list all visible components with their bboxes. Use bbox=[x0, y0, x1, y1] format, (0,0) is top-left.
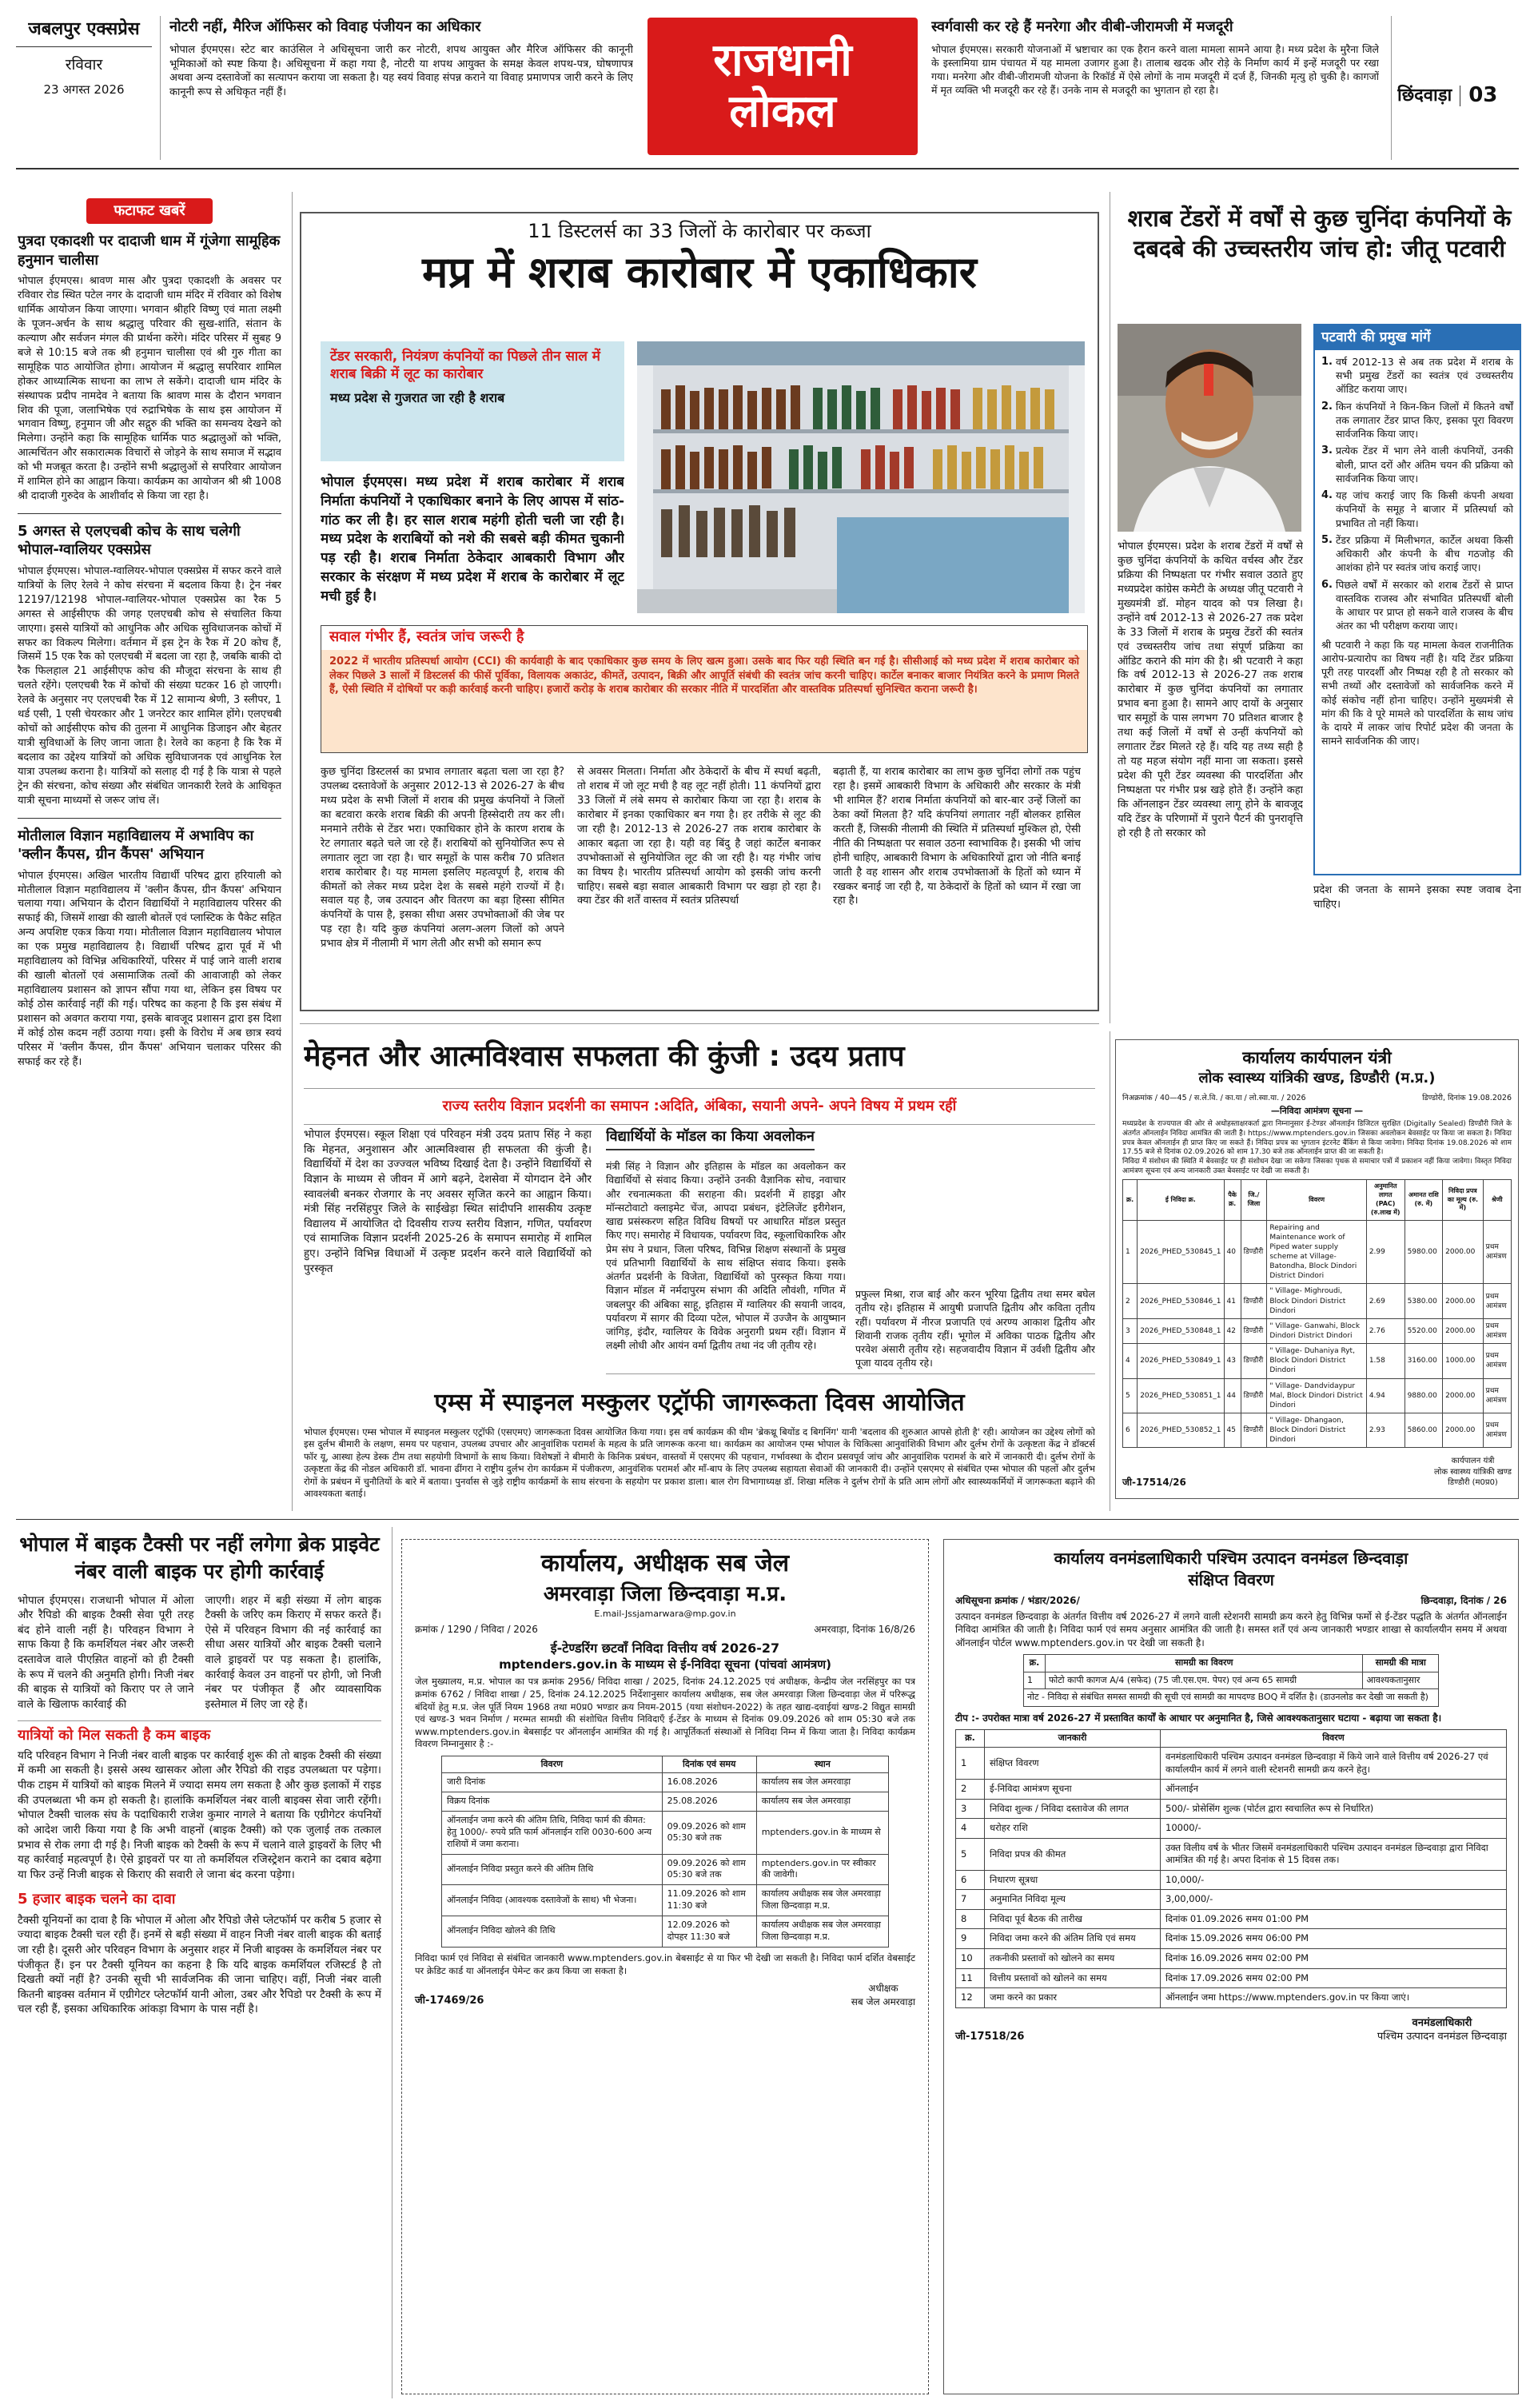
pwd-cell: 5980.00 bbox=[1405, 1220, 1443, 1284]
jail-cell: विक्रय दिनांक bbox=[442, 1792, 663, 1812]
aiims-story bbox=[304, 1387, 1095, 1507]
pwd-notice-label: —निविदा आमंत्रण सूचना — bbox=[1270, 1106, 1364, 1117]
jail-row bbox=[442, 1916, 889, 1948]
inquiry-box bbox=[321, 625, 1088, 753]
forest-row bbox=[956, 1909, 1507, 1929]
lead-col-2-text: से अवसर मिलता। निर्माता और ठेकेदारों के बीच में स्पर्धा बढ़ती, तो शराब में जो लूट मची है वह लूट नहीं होती। 11 कंपनियों द्वारा 33 जिलों में लंबे समय से कारोबार किया जा रहा है। शराब के कारोबार में इनका एकाधिकार बन गया है। हर तरीके से लूट की जा रही है। 2012-13 से 2026-27 तक शराब कारोबार के आकार बढ़ता जा रहा है। यही वह बिंदु है जहां कार्टेल बनाकर उपभोक्ताओं से सुनियोजित लूट की जा रही है। यह गंभीर जांच का विषय है। भारतीय प्रतिस्पर्धा आयोग को इसकी जांच करनी चाहिए। सबसे बड़ा सवाल आबकारी विभाग पर खड़ा हो रहा है। क्या टेंडर की शर्तें वास्तव में स्वतंत्र प्रतिस्पर्धा bbox=[577, 766, 821, 907]
forest-small-td: फोटो कापी कागज A/4 (सफेद) (75 जी.एस.एम. पेपर) एवं अन्य 65 सामग्री bbox=[1045, 1672, 1363, 1689]
jail-heading-2: mptenders.gov.in के माध्यम से ई-निविदा सूचना (पांचवां आमंत्रण) bbox=[499, 1657, 831, 1672]
forest-cell: 2 bbox=[956, 1780, 985, 1800]
forest-cell: 500/- प्रोसेसिंग शुल्क (पोर्टल द्वारा स्वचालित रूप से निर्धारित) bbox=[1161, 1799, 1507, 1819]
forest-row bbox=[956, 1799, 1507, 1819]
demand-4: यह जांच कराई जाए कि किसी कंपनी अथवा कंपनियों के समूह ने बाजार में प्रतिस्पर्धा को प्रभावित तो नहीं किया। bbox=[1335, 489, 1513, 529]
jail-row bbox=[442, 1792, 889, 1812]
page-info bbox=[1397, 80, 1525, 112]
jail-cell: कार्यालय सब जेल अमरवाड़ा bbox=[756, 1792, 888, 1812]
forest-row bbox=[956, 1819, 1507, 1839]
jail-row bbox=[442, 1773, 889, 1792]
jail-cell: 09.09.2026 को शाम 05:30 बजे तक bbox=[662, 1812, 756, 1855]
pwd-cell: 3 bbox=[1123, 1318, 1138, 1343]
top-right-text: भोपाल ईएमएस। सरकारी योजनाओं में भ्रष्टाचार का एक हैरान करने वाला मामला सामने आया है। मध्य प्रदेश के मुरैना जिले के इस्लामिया ग्राम पंचायत में यह मामला उजागर हुआ है। तालाब खदक और रोड़े के निर्माण कार्य में इन्हें मजदूरी पर रखा गया। मनरेगा और वीबी-जीरामजी योजना के रिकॉर्ड में ऐसे लोगों के नाम मजदूरी में दर्ज हैं, जिनकी मृत्यु हो चुकी है। कागजों में मृत व्यक्ति भी मजदूरी कर रहे हैं। उनके नाम से मजदूरी का भुगतान हो रहा है। bbox=[931, 43, 1379, 96]
pwd-cell: 2026_PHED_530849_1 bbox=[1138, 1344, 1224, 1378]
jail-cell: 09.09.2026 को शाम 05:30 बजे तक bbox=[662, 1854, 756, 1885]
pwd-cell: Repairing and Maintenance work of Piped water supply scheme at Village- Batondha, Block Dindori District Dindori bbox=[1267, 1220, 1366, 1284]
uday-col-1-text: भोपाल ईएमएस। स्कूल शिक्षा एवं परिवहन मंत्री उदय प्रताप सिंह ने कहा कि मेहनत, अनुशासन और आत्मविश्वास ही सफलता की कुंजी है। विद्यार्थियों में देश का उज्ज्वल भविष्य दिखाई देता है। उन्होंने विद्यार्थियों से विज्ञान के माध्यम से जीवन में आगे बढ़ने, देशसेवा में योगदान देने और स्वावलंबी बनकर रोजगार के नए अवसर सृजित करने का आह्वान किया। मंत्री सिंह नरसिंहपुर जिले के साईखेड़ा स्थित सांदीपनि शासकीय उत्कृष्ट विद्यालय में आयोजित दो दिवसीय राज्य स्तरीय विज्ञान, गणित, पर्यावरण एवं सामाजिक विज्ञान प्रदर्शनी 2025-26 के समापन समारोह में शामिल हुए। उन्होंने विभिन्न विधाओं में उत्कृष्ट प्रदर्शन करने वाले विद्यार्थियों को पुरस्कृत bbox=[304, 1128, 592, 1275]
jail-cell: 25.08.2026 bbox=[662, 1792, 756, 1812]
patwari-col-2-text: प्रदेश की जनता के सामने इसका स्पष्ट जवाब देना चाहिए। bbox=[1313, 884, 1521, 911]
bike-col-1: भोपाल ईएमएस। राजधानी भोपाल में ओला और रैपिडो की बाइक टैक्सी सेवा पूरी तरह बंद होने वाली नहीं है। परिवहन विभाग ने साफ किया है कि कमर्शियल नंबर और जरूरी दस्तावेज वाले पीएस़ित वाहनों को ही टैक्सी के रूप में चलने की अनुमति होगी। निजी नंबर की बाइक से यात्रियों को किराए पर ले जाने वाले के खिलाफ कार्रवाई की bbox=[18, 1593, 194, 1711]
forest-cell: अनुमानित निविदा मूल्य bbox=[985, 1890, 1161, 1910]
jail-email: E.mail-Jssjamarwara@mp.gov.in bbox=[594, 1608, 736, 1619]
fatafat-label: फटाफट खबरें bbox=[86, 198, 212, 224]
forest-ref: अधिसूचना क्रमांक / भंडार/2026/ bbox=[955, 1595, 1080, 1606]
pwd-code: जी-17514/26 bbox=[1122, 1476, 1186, 1488]
forest-sign-2: पश्चिम उत्पादन वनमंडल छिन्दवाड़ा bbox=[1377, 2031, 1507, 2043]
lead-col-1-text: कुछ चुनिंदा डिस्टलर्स का प्रभाव लगातार बढ़ता चला जा रहा है? उपलब्ध दस्तावेजों के अनुसार 2012-13 से 2026-27 के बीच मध्य प्रदेश के सभी जिलों में शराब की प्रमुख कंपनियों ने जिलों का बटवारा करके शराब बिक्री की अपनी हिस्सेदारी तय कर ली। मनमाने तरीके से टेंडर भरा। एकाधिकार होने के कारण शराब के रेट लगातार बढ़ते चले जा रहे हैं। शराबियों को सुनियोजित रूप से लगातार लूटा जा रहा है। चार समूहों के पास करीब 70 प्रतिशत शराब कारोबार है। यह मामला इसलिए महत्वपूर्ण है, शराब की कीमतों को लेकर मध्य प्रदेश देश के सबसे महंगे राज्यों में है। सवाल यह है, जब उत्पादन और वितरण का बड़ा हिस्सा सीमित कंपनियों के पास है, इसका सीधा असर उपभोक्ताओं की जेब पर पड़ रहा है। यदि कुछ कंपनियां अलग-अलग जिलों को अपने प्रभाव क्षेत्र में नीलामी में भाग लेती और सभी को समान रूप bbox=[321, 766, 564, 951]
fatafat-item-3-text: भोपाल ईएमएस। अखिल भारतीय विद्यार्थी परिषद द्वारा हरियाली को मोतीलाल विज्ञान महाविद्यालय में 'क्लीन कैंपस, ग्रीन कैंपस' अभियान चलाया गया। अभियान के दौरान विद्यार्थियों ने महाविद्यालय परिसर की सफाई की, जिसमें शाखा की खाली बोतलें एवं प्लास्टिक के पैकेट सहित अन्य अपशिष्ट एकत्र किया गया। मोतीलाल विज्ञान महाविद्यालय भोपाल का एक प्रमुख महाविद्यालय है। विद्यार्थी परिषद द्वारा पूर्व में भी महाविद्यालय को विभिन्न अधिकारियों, परिसर में पाई जाने वाली शराब की खाली बोतलों एवं असामाजिक तत्वों की आवाजाही को लेकर महाविद्यालय प्रशासन को ज्ञापन सौंपा गया था, लेकिन इस विषय पर कोई ठोस कार्रवाई नहीं की गई। परिषद का कहना है कि इस संबंध में प्रशासन को अवगत कराया गया, इसके बावजूद प्रशासन द्वारा इस दिशा में कोई ठोस कदम नहीं उठाया गया। इसी के विरोध में अब छात्र स्वयं परिसर में 'क्लीन कैंपस, ग्रीन कैंपस' अभियान चलाकर परिसर की सफाई कर रहे हैं। bbox=[18, 869, 281, 1068]
pwd-ref-date: डिण्डोरी, दिनांक 19.08.2026 bbox=[1422, 1093, 1512, 1102]
pwd-th: जि./ जिला bbox=[1241, 1180, 1267, 1220]
jail-cell: ऑनलाईन निविदा खोलने की तिथि bbox=[442, 1916, 663, 1948]
uday-deck: राज्य स्तरीय विज्ञान प्रदर्शनी का समापन :अदिति, अंबिका, सयानी अपने- अपने विषय में प्रथम रहीं bbox=[304, 1088, 1095, 1125]
pwd-sign-1: कार्यपालन यंत्री bbox=[1451, 1457, 1495, 1466]
bike-col-2: जाएगी। शहर में बड़ी संख्या में लोग बाइक टैक्सी के जरिए कम किराए में सफर करते हैं। ऐसे में परिवहन विभाग की नई कार्रवाई का सीधा असर यात्रियों और बाइक टैक्सी चलाने वाले ड्राइवरों पर पड़ सकता है। हालांकि, कार्रवाई केवल उन वाहनों पर होगी, जो निजी नंबर पर पंजीकृत हैं और व्यावसायिक इस्तेमाल में लिए जा रहे हैं। bbox=[205, 1593, 381, 1711]
inquiry-box-title: सवाल गंभीर हैं, स्वतंत्र जांच जरूरी है bbox=[321, 626, 532, 648]
pwd-cell: " Village- Dandvidaypur Mal, Block Dindori District Dindori bbox=[1267, 1378, 1366, 1413]
aiims-headline: एम्स में स्पाइनल मस्कुलर एट्रॉफी जागरूकता दिवस आयोजित bbox=[434, 1389, 965, 1417]
pwd-cell: 4.94 bbox=[1366, 1378, 1405, 1413]
jail-title-2: अमरवाड़ा जिला छिन्दवाड़ा म.प्र. bbox=[543, 1581, 787, 1606]
jail-foot: निविदा फार्म एवं निविदा से संबंधित जानकारी www.mptenders.gov.in बेबसाईट से या फिर भी देखी जा सकती है। निविदा फार्म दर्शित वेबसाईट पर क्रेडिट कार्ड या ऑनलाईन पेमेन्ट कर क्रय किया जा सकता है। bbox=[415, 1952, 915, 1976]
forest-cell: वनमंडलाधिकारी पश्चिम उत्पादन वनमंडल छिन्दवाड़ा में किये जाने वाले वित्तीय वर्ष 2026-27 एवं कार्यालयीन कार्य में लगने वाली स्टेशनरी सामग्री क्रय करने हेतु। bbox=[1161, 1748, 1507, 1780]
forest-cell: 9 bbox=[956, 1929, 985, 1949]
demands-box: पटवारी की प्रमुख मांगें 1. वर्ष 2012-13 से अब तक प्रदेश में शराब के सभी प्रमुख टेंडरों का स्वतंत्र एवं उच्चस्तरीय ऑडिट कराया जाए। 2. किन कंपनियों ने किन-किन जिलों में कितने वर्षों तक लगातार टेंडर प्राप्त किए, इसका पूरा विवरण सार्वजनिक किया जाए। 3. प्रत्येक टेंडर में भाग लेने वाली कंपनियों, उनकी बोली, प्राप्त दरों और अंतिम चयन की प्रक्रिया को सार्वजनिक किया जाए। 4. यह जांच कराई जाए कि किसी कंपनी अथवा कंपनियों के समूह ने बाजार में प्रतिस्पर्धा को प्रभावित तो नहीं किया। 5. टेंडर प्रक्रिया में मिलीभगत, कार्टेल अथवा किसी अधिकारी और कंपनी के बीच गठजोड़ की आशंका होने पर स्वतंत्र जांच कराई जाए। 6. पिछले वर्षों में सरकार को शराब टेंडरों से प्राप्त वास्तविक राजस्व और संभावित प्रतिस्पर्धी बोली के आधार पर प्राप्त हो सकने वाले राजस्व के बीच अंतर का भी परीक्षण कराया जाए। श्री पटवारी ने कहा कि यह मामला केवल राजनीतिक आरोप-प्रत्यारोप का विषय नहीं है। यदि टेंडर प्रक्रिया पूरी तरह पारदर्शी और निष्पक्ष रही है तो सरकार को सभी तथ्यों और दस्तावेजों को सार्वजनिक करने में कोई संकोच नहीं होना चाहिए। उन्होंने मुख्यमंत्री से मांग की कि वे पूरे मामले को पारदर्शिता के साथ जांच के दायरे में लाकर जांच रिपोर्ट प्रदेश की जनता के सामने सार्वजनिक की जाए। bbox=[1313, 324, 1521, 875]
patwari-portrait bbox=[1118, 324, 1301, 532]
pwd-row bbox=[1123, 1378, 1512, 1413]
forest-cell: 11 bbox=[956, 1968, 985, 1988]
jail-th: स्थान bbox=[756, 1756, 888, 1773]
pwd-cell: प्रथम आमंत्रण bbox=[1483, 1413, 1511, 1448]
pwd-cell: 41 bbox=[1224, 1284, 1241, 1318]
forest-row bbox=[956, 1870, 1507, 1890]
fatafat-item-1-text: भोपाल ईएमएस। श्रावण मास और पुत्रदा एकादशी के अवसर पर रविवार रोड स्थित पटेल नगर के दादाजी धाम मंदिर में रविवार को विशेष धार्मिक आयोजन किया जाएगा। भगवान श्रीहरि विष्णु एवं माता लक्ष्मी के पूजन-अर्चन के साथ श्रद्धालु परिवार की सुख-शांति, संतान के कल्याण और सर्वजन मंगल की प्रार्थना करेंगे। मंदिर परिसर में सुबह 9 बजे से 10:15 बजे तक श्री हनुमान चालीसा एवं श्री गुरु गीता का सामूहिक पाठ आयोजित होगा। आयोजन में श्रद्धालु सपरिवार शामिल होकर आध्यात्मिक साधना का लाभ ले सकेंगे। दादाजी धाम मंदिर के संस्थापक प्रदीप नामदेव ने बताया कि श्रावण मास के दौरान भगवान शिव की पूजा, जलाभिषेक एवं रुद्राभिषेक के साथ इस आयोजन में भगवान विष्णु, हनुमान जी और सद्गुरु की भक्ति का समन्वय देखने को मिलेगा। उन्होंने कहा कि सामूहिक धार्मिक पाठ श्रद्धालुओं को भक्ति, आत्मचिंतन और सकारात्मक विचारों से जोड़ने के साथ समाज में सद्भाव को भी मजबूत करता है। उन्होंने सभी श्रद्धालुओं से सपरिवार आयोजन में शामिल होने का आह्वान किया। कार्यक्रम का आयोजन श्री श्री 1008 श्री दादाजी गुरुदेव के आशीर्वाद से किया जा रहा है। bbox=[18, 275, 281, 503]
pwd-title-1: कार्यालय कार्यपालन यंत्री bbox=[1242, 1048, 1392, 1067]
pwd-body: मध्यप्रदेश के राज्यपाल की ओर से अधोहस्ताक्षरकर्ता द्वारा निम्नानुसार ई-टेण्डर ऑनलाईन डिजिटल सुरक्षित (Digitally Sealed) डिण्डौरी जिले के अंतर्गत ऑनलाईन निविदा आमंत्रित की जाती है। https://www.mptenders.gov.in जिसका अवलोकन बेवसाईट पर किया जा सकता है। निविदा प्रपत्र केवल ऑनलाईन ही प्राप्त किए जा सकते हैं। निविदा प्रपत्र का भुगतान इंटरनेट बैंकिंग से किया जावेगा। निविदा दिनांक 19.08.2026 को शाम 17.55 बजे से दिनांक 02.09.2026 को शाम 17.30 बजे तक ऑनलाईन प्राप्त की जा सकती है। bbox=[1122, 1120, 1512, 1157]
demand-5: टेंडर प्रक्रिया में मिलीभगत, कार्टेल अथवा किसी अधिकारी और कंपनी के बीच गठजोड़ की आशंका होने पर स्वतंत्र जांच कराई जाए। bbox=[1335, 533, 1513, 574]
pwd-cell: डिण्डौरी bbox=[1241, 1284, 1267, 1318]
forest-row bbox=[956, 1780, 1507, 1800]
demand-1: वर्ष 2012-13 से अब तक प्रदेश में शराब के सभी प्रमुख टेंडरों का स्वतंत्र एवं उच्चस्तरीय ऑडिट कराया जाए। bbox=[1335, 355, 1513, 396]
forest-cell: 1 bbox=[956, 1748, 985, 1780]
pwd-cell: 9880.00 bbox=[1405, 1378, 1443, 1413]
forest-cell: वित्तीय प्रस्तावों को खोलने का समय bbox=[985, 1968, 1161, 1988]
jail-row bbox=[442, 1885, 889, 1916]
top-right-headline: स्वर्गवासी कर रहे हैं मनरेगा और वीबी-जीरामजी में मजदूरी bbox=[931, 18, 1233, 35]
pwd-table bbox=[1122, 1179, 1512, 1448]
pwd-row bbox=[1123, 1318, 1512, 1343]
forest-cell: दिनांक 15.09.2026 समय 06:00 PM bbox=[1161, 1929, 1507, 1949]
bike-subhead-1: यात्रियों को मिल सकती है कम बाइक bbox=[18, 1720, 381, 1745]
pwd-cell: 2026_PHED_530845_1 bbox=[1138, 1220, 1224, 1284]
forest-cell: दिनांक 17.09.2026 समय 02:00 PM bbox=[1161, 1968, 1507, 1988]
forest-cell: निविदा प्रपत्र की कीमत bbox=[985, 1838, 1161, 1870]
fatafat-item-2-text: भोपाल ईएमएस। भोपाल-ग्वालियर-भोपाल एक्सप्रेस में सफर करने वाले यात्रियों के लिए रेलवे ने कोच संरचना में बदलाव किया है। ट्रेन नंबर 12197/12198 भोपाल-ग्वालियर-भोपाल एक्सप्रेस का रैक 5 अगस्त से आईसीएफ की जगह एलएचबी कोच से संचालित किया जाएगा। इससे यात्रियों को आधुनिक और अधिक सुविधाजनक कोचों में सफर का विकल्प मिलेगा। वर्तमान में इस ट्रेन के रैक में 20 कोच हैं, जिसमें 15 एक रैक को एलएचबी में बदला जा रहा है, जबकि बाकी दो रैक फिलहाल 21 आईसीएफ कोच की मौजूदा संरचना के साथ ही चलते रहेंगे। एलएचबी रैक में कोचों की संख्या घटकर 16 हो जाएगी। रेलवे के अनुसार नए एलएचबी रैक में 12 सामान्य श्रेणी, 3 स्लीपर, 1 थर्ड एसी, 1 एसी चेयरकार और 1 जनरेटर कार शामिल होंगे। एलएचबी कोचों को आईसीएफ कोच की तुलना में आधुनिक डिजाइन और बेहतर यात्री सुविधाओं के लिए जाना जाता है। रेलवे का कहना है कि रैक में बदलाव का उद्देश्य यात्रियों को अधिक सुविधाजनक एवं आधुनिक रेल यात्रा उपलब्ध कराना है। यात्रियों को सलाह दी गई है कि यात्रा से पहले ट्रेन की संरचना, कोच संख्या और संबंधित जानकारी रेलवे के आधिकृत यात्री सूचना माध्यमों से जरूर जांच लें। bbox=[18, 564, 281, 807]
pwd-cell: डिण्डौरी bbox=[1241, 1344, 1267, 1378]
forest-small-note: नोट - निविदा से संबंधित समस्त सामग्री की सूची एवं सामग्री का मापदण्ड BOQ में दर्शित है। (डाउनलोड कर देखी जा सकती है) bbox=[1024, 1689, 1439, 1707]
jail-cell: 12.09.2026 को दोपहर 11:30 बजे bbox=[662, 1916, 756, 1948]
patwari-photo bbox=[1118, 324, 1301, 532]
forest-cell: निविदा पूर्व बैठक की तारीख bbox=[985, 1909, 1161, 1929]
pwd-cell: 2026_PHED_530852_1 bbox=[1138, 1413, 1224, 1448]
forest-sign-1: वनमंडलाधिकारी bbox=[1412, 2016, 1472, 2029]
lead-intro: भोपाल ईएमएस। मध्य प्रदेश में शराब कारोबार में शराब निर्माता कंपनियों ने एकाधिकार बनाने के लिए आपस में सांठ- गांठ कर ली है। हर साल शराब महंगी होती चली जा रही है। मध्य प्रदेश के शराबियों को नशे की सबसे बड़ी कीमत चुकानी पड़ रही है। शराब निर्माता ठेकेदार आबकारी विभाग और सरकार के संरक्षण में मध्य प्रदेश में शराब के कारोबार में लूट मची हुई है। bbox=[321, 474, 624, 604]
forest-cell: जमा करने का प्रकार bbox=[985, 1988, 1161, 2008]
fatafat-column bbox=[18, 198, 281, 1513]
pwd-cell: डिण्डौरी bbox=[1241, 1413, 1267, 1448]
pwd-ref: निअक्रमांक / 40—45 / स.ले.वि. / का.या / लो.स्वा.या. / 2026 bbox=[1122, 1093, 1306, 1102]
pwd-th: अमानत राशि (रु. में) bbox=[1405, 1180, 1443, 1220]
pwd-cell: 2026_PHED_530848_1 bbox=[1138, 1318, 1224, 1343]
forest-th: क्र. bbox=[956, 1730, 985, 1748]
uday-col-2 bbox=[606, 1159, 846, 1375]
jail-sign-1: अधीक्षक bbox=[868, 1983, 898, 1995]
jail-cell: 16.08.2026 bbox=[662, 1773, 756, 1792]
section-title: राजधानी लोकल bbox=[713, 34, 852, 138]
patwari-col-2 bbox=[1313, 883, 1521, 1011]
uday-col-1 bbox=[304, 1127, 592, 1367]
pwd-cell: 42 bbox=[1224, 1318, 1241, 1343]
forest-small-td: 1 bbox=[1024, 1672, 1046, 1689]
jail-cell: 11.09.2026 को शाम 11:30 बजे bbox=[662, 1885, 756, 1916]
pwd-cell: डिण्डौरी bbox=[1241, 1220, 1267, 1284]
pwd-cell: 1000.00 bbox=[1443, 1344, 1484, 1378]
pwd-row bbox=[1123, 1344, 1512, 1378]
patwari-col-1-text: भोपाल ईएमएस। प्रदेश के शराब टेंडरों में वर्षों से कुछ चुनिंदा कंपनियों के कथित वर्चस्व और टेंडर प्रक्रिया की निष्पक्षता पर गंभीर सवाल उठाते हुए मध्यप्रदेश कांग्रेस कमेटी के अध्यक्ष जीतू पटवारी ने मुख्यमंत्री डॉ. मोहन यादव को पत्र लिखा है। उन्होंने वर्ष 2012-13 से 2026-27 तक प्रदेश के 33 जिलों में शराब के प्रमुख टेंडरों की स्वतंत्र एवं उच्चस्तरीय जांच तथा संपूर्ण प्रक्रिया का ऑडिट कराने की मांग की है। श्री पटवारी ने कहा कि वर्ष 2012-13 से 2026-27 तक शराब कारोबार में कुछ चुनिंदा कंपनियों का लगातार प्रभाव बना हुआ है। सामने आए दायों के अनुसार चार समूहों के पास लगभग 70 प्रतिशत बाजार है तथा कई जिलों में वर्षों से उन्हीं कंपनियों को लगातार टेंडर मिलते रहे हैं। यदि यह तथ्य सही है तो यह महज संयोग नहीं माना जा सकता। इससे प्रदेश की पूरी टेंडर व्यवस्था की पारदर्शिता और निष्पक्षता पर गंभीर प्रश्न खड़े होते हैं। उन्होंने कहा कि ऑनलाइन टेंडर व्यवस्था लागू होने के बावजूद यदि टेंडर के परिणामों में पुराने पैटर्न की पुनरावृत्ति हो रही है तो सरकार को bbox=[1118, 540, 1303, 839]
forest-body: उत्पादन वनमंडल छिन्दवाड़ा के अंतर्गत वित्तीय वर्ष 2026-27 में लगने वाली स्टेशनरी सामग्री क्रय करने हेतु विभिन्न फर्मो से ई-टेंडर पद्धति के अंतर्गत ऑनलाईन निविदा आमंत्रित की जाती है। निविदा फार्म एवं समय अनुसार आमंत्रित की जाती है। समस्त शर्तें एवं अन्य जानकारी भण्डार शाखा से कार्यालयीन समय में अथवा ऑनलाईन पोर्टल www.mptenders.gov.in पर देखी जा सकती है। bbox=[955, 1611, 1507, 1649]
paper-name: जबलपुर एक्सप्रेस bbox=[16, 18, 152, 47]
section-banner bbox=[647, 18, 918, 155]
forest-cell: निधारण सूत्रधा bbox=[985, 1870, 1161, 1890]
pwd-cell: 5 bbox=[1123, 1378, 1138, 1413]
pwd-cell: 1.58 bbox=[1366, 1344, 1405, 1378]
forest-row bbox=[956, 1890, 1507, 1910]
forest-cell: 10,000/- bbox=[1161, 1870, 1507, 1890]
pwd-cell: 40 bbox=[1224, 1220, 1241, 1284]
jail-cell: कार्यालय अधीक्षक सब जेल अमरवाड़ा जिला छिन्दवाड़ा म.प्र. bbox=[756, 1916, 888, 1948]
forest-cell: ई-निविदा आमंत्रण सूचना bbox=[985, 1780, 1161, 1800]
top-right-story bbox=[931, 18, 1379, 155]
pwd-th: श्रेणी bbox=[1483, 1180, 1511, 1220]
fatafat-item-1-headline: पुत्रदा एकादशी पर दादाजी धाम में गूंजेगा सामूहिक हनुमान चालीसा bbox=[18, 233, 281, 269]
pwd-cell: 2 bbox=[1123, 1284, 1138, 1318]
forest-small-th: सामग्री की मात्रा bbox=[1363, 1654, 1439, 1672]
jail-cell: mptenders.gov.in पर स्वीकार की जावेगी। bbox=[756, 1854, 888, 1885]
lead-deck-2: मध्य प्रदेश से गुजरात जा रही है शराब bbox=[330, 390, 505, 406]
forest-cell: 12 bbox=[956, 1988, 985, 2008]
uday-col-3 bbox=[855, 1287, 1095, 1383]
pwd-cell: 1 bbox=[1123, 1220, 1138, 1284]
forest-cell: 6 bbox=[956, 1870, 985, 1890]
pwd-th: क्र. bbox=[1123, 1180, 1138, 1220]
pwd-cell: प्रथम आमंत्रण bbox=[1483, 1220, 1511, 1284]
page-number: 03 bbox=[1468, 83, 1498, 108]
patwari-col-1 bbox=[1118, 540, 1303, 1011]
demand-2: किन कंपनियों ने किन-किन जिलों में कितने वर्षों तक लगातार टेंडर प्राप्त किए, इसका पूरा विवरण सार्वजनिक किया जाए। bbox=[1335, 400, 1513, 441]
forest-small-td: आवश्यकतानुसार bbox=[1363, 1672, 1439, 1689]
lead-col-1 bbox=[321, 765, 564, 1005]
pwd-cell: 6 bbox=[1123, 1413, 1138, 1448]
pwd-cell: 2.69 bbox=[1366, 1284, 1405, 1318]
pwd-cell: " Village- Ganwahi, Block Dindori District Dindori bbox=[1267, 1318, 1366, 1343]
lead-deck-1: टेंडर सरकारी, नियंत्रण कंपनियों का पिछले तीन साल में शराब बिक्री में लूट का कारोबार bbox=[330, 349, 600, 383]
jail-heading-1: ई-टेण्डरिंग छटवाँ निविदा वित्तीय वर्ष 2026-27 bbox=[550, 1640, 780, 1656]
fatafat-item-3-headline: मोतीलाल विज्ञान महाविद्यालय में अभाविप का 'क्लीन कैंपस, ग्रीन कैंपस' अभियान bbox=[18, 827, 254, 863]
forest-row bbox=[956, 1929, 1507, 1949]
demands-title: पटवारी की प्रमुख मांगें bbox=[1315, 325, 1520, 350]
forest-row bbox=[956, 1968, 1507, 1988]
pwd-cell: 2026_PHED_530846_1 bbox=[1138, 1284, 1224, 1318]
forest-cell: निविदा जमा करने की अंतिम तिथि एवं समय bbox=[985, 1929, 1161, 1949]
forest-cell: 4 bbox=[956, 1819, 985, 1839]
forest-ref-date: छिन्दवाड़ा, दिनांक / 26 bbox=[1420, 1595, 1507, 1606]
uday-headline: मेहनत और आत्मविश्वास सफलता की कुंजी : उदय प्रताप bbox=[304, 1040, 905, 1073]
pwd-cell: 44 bbox=[1224, 1378, 1241, 1413]
jail-cell: कार्यालय अधीक्षक सब जेल अमरवाड़ा जिला छिन्दवाड़ा म.प्र. bbox=[756, 1885, 888, 1916]
top-left-story bbox=[169, 18, 633, 153]
inquiry-box-text: 2022 में भारतीय प्रतिस्पर्धा आयोग (CCI) की कार्यवाही के बाद एकाधिकार कुछ समय के लिए खत्म हुआ। उसके बाद फिर यही स्थिति बन गई है। सीसीआई को मध्य प्रदेश में शराब कारोबार को लेकर पिछले 3 सालों में डिस्टलर्स की फीसें पूर्विका, विलायक अकाउंट, कीमतें, उत्पादन, बिक्री और आपूर्ति संबंधी की स्वतंत्र जांच करनी चाहिए। कार्टेल बनाकर बाजार नियंत्रित करने के प्रमाण मिलते हैं, ऐसी स्थिति में दोषियों पर कड़ी कार्रवाई करनी चाहिए। हजारों करोड़ के शराब कारोबार की सरकार नीति में पारदर्शिता और वास्तविक प्रतिस्पर्धा सुनिश्चित कराना जरूरी है। bbox=[329, 656, 1079, 696]
forest-cell: संक्षिप्त विवरण bbox=[985, 1748, 1161, 1780]
forest-small-th: क्र. bbox=[1024, 1654, 1046, 1672]
forest-small-th: सामग्री का विवरण bbox=[1045, 1654, 1363, 1672]
pwd-cell: डिण्डौरी bbox=[1241, 1378, 1267, 1413]
lead-kicker: 11 डिस्टलर्स का 33 जिलों के कारोबार पर कब्जा bbox=[528, 220, 871, 242]
jail-tender-ad bbox=[401, 1539, 929, 2394]
jail-cell: ऑनलाईन निविदा प्रस्तुत करने की अंतिम तिथि bbox=[442, 1854, 663, 1885]
top-left-headline: नोटरी नहीं, मैरिज ऑफिसर को विवाह पंजीयन का अधिकार bbox=[169, 18, 481, 35]
uday-subhead: विद्यार्थियों के मॉडल का किया अवलोकन bbox=[606, 1127, 815, 1150]
pwd-cell: 2.99 bbox=[1366, 1220, 1405, 1284]
liquor-shelf-picture bbox=[637, 341, 1085, 613]
forest-cell: ऑनलाईन जमा https://www.mptenders.gov.in पर किया जाएं। bbox=[1161, 1988, 1507, 2008]
pwd-cell: 2000.00 bbox=[1443, 1318, 1484, 1343]
pwd-tender-ad bbox=[1115, 1039, 1519, 1499]
uday-sub-box bbox=[606, 1127, 1095, 1163]
jail-code: जी-17469/26 bbox=[415, 1995, 484, 2007]
date: 23 अगस्त 2026 bbox=[43, 82, 125, 98]
pwd-cell: 4 bbox=[1123, 1344, 1138, 1378]
forest-cell: 7 bbox=[956, 1890, 985, 1910]
jail-cell: कार्यालय सब जेल अमरवाड़ा bbox=[756, 1773, 888, 1792]
masthead-left bbox=[16, 18, 152, 146]
liquor-shelf-image bbox=[637, 341, 1085, 613]
forest-cell: 10000/- bbox=[1161, 1819, 1507, 1839]
lead-col-2 bbox=[577, 765, 821, 1005]
forest-cell: दिनांक 01.09.2026 समय 01:00 PM bbox=[1161, 1909, 1507, 1929]
jail-sign-2: सब जेल अमरवाड़ा bbox=[851, 1995, 915, 2007]
forest-subtitle: संक्षिप्त विवरण bbox=[1188, 1570, 1274, 1589]
forest-code: जी-17518/26 bbox=[955, 2031, 1025, 2043]
pwd-cell: प्रथम आमंत्रण bbox=[1483, 1344, 1511, 1378]
forest-row bbox=[956, 1948, 1507, 1968]
uday-col-2-text: मंत्री सिंह ने विज्ञान और इतिहास के मॉडल का अवलोकन कर विद्यार्थियों से संवाद किया। उन्होंने उनकी वैज्ञानिक सोच, नवाचार और रचनात्मकता की सराहना की। प्रदर्शनी में हाइड्रा और मॉन्सटोवाटो क्लाइमेट चेंज, आपदा प्रबंधन, इंटेलिजेंट इरीगेशन, खाद्य प्रसंस्करण सहित विविध विषयों पर आधारित मॉडल प्रस्तुत किए गए। समारोह में विधायक, पर्यावरण विद, स्कूलाधिकारिक और प्रेम संघ ने प्रधान, जिला परिषद, विभिन्न शिक्षण संस्थानों के प्रमुख एवं प्रतिभागी विद्यार्थियों के साथ संक्षिप्त संवाद किया। इसके अंतर्गत प्रदर्शनी के विजेता, विद्यार्थियों को पुरस्कृत किया गया। विज्ञान मॉडल में नर्मदापुरम संभाग की अदिति लौवंशी, गणित में जबलपुर की अंबिका साहू, इतिहास में ग्वालियर की सयानी जादव, पर्यावरण में सागर की दिव्या पटेल, भोपाल में उज्जैन के आयुष्मान जांगिड़, इंदौर, ग्वालियर के विवेक अनुरागी प्रथम रहीं। विज्ञान में लक्ष्मी लोधी और आयंन वर्मा द्वितीय तथा नंद जी तृतीय रहे। bbox=[606, 1160, 846, 1352]
pwd-cell: प्रथम आमंत्रण bbox=[1483, 1284, 1511, 1318]
bike-story bbox=[18, 1531, 381, 2394]
forest-cell: 10 bbox=[956, 1948, 985, 1968]
bike-subhead-2: 5 हजार बाइक चलने का दावा bbox=[18, 1891, 176, 1908]
patwari-headline: शराब टेंडरों में वर्षों से कुछ चुनिंदा कंपनियों के दबदबे की उच्चस्तरीय जांच हो: जीतू पटवारी bbox=[1127, 205, 1512, 262]
pwd-cell: प्रथम आमंत्रण bbox=[1483, 1378, 1511, 1413]
forest-cell: 8 bbox=[956, 1909, 985, 1929]
fatafat-item-2-headline: 5 अगस्त से एलएचबी कोच के साथ चलेगी भोपाल-ग्वालियर एक्सप्रेस bbox=[18, 523, 241, 559]
jail-title-1: कार्यालय, अधीक्षक सब जेल bbox=[540, 1549, 790, 1577]
bike-text-1: यदि परिवहन विभाग ने निजी नंबर वाली बाइक पर कार्रवाई शुरू की तो बाइक टैक्सी की संख्या में कमी आ सकती है। इससे अस्थ खासकर ओला और रैपिडो की राइड उपलब्धता पर पड़ेगा। पीक टाइम में यात्रियों को बाइक मिलने में ज्यादा समय लग सकता है और कुछ इलाकों में राइड की उपलब्धता भी कम हो सकती है। हालांकि कमर्शियल नंबर वाली बाइक्स सेवा जारी रहेंगी। भोपाल टैक्सी चालक संघ के पदाधिकारी राजेश कुमार नागले ने बताया कि एग्रीगेटर कंपनियों को आदेश जारी किया गया है कि अभी वाहनों (बाइक टैक्सी) को एक जुलाई तक तत्काल प्रभाव से रोक लगा दी गई है। निजी बाइक को टैक्सी के रूप में चलाने वाले ड्राइवरों के लिए भी यह कार्रवाई महत्वपूर्ण है। ऐसे ड्राइवरों पर या तो कमर्शियल रजिस्ट्रेशन कराने का दबाव बढ़ेगा या फिर उन्हें निजी बाइक से किराए की सवारी ले जाना बंद करना पड़ेगा। bbox=[18, 1748, 381, 1881]
top-left-text: भोपाल ईएमएस। स्टेट बार काउंसिल ने अधिसूचना जारी कर नोटरी, शपथ आयुक्त और मैरिज ऑफिसर की कानूनी भूमिकाओं को स्पष्ट किया है। अधिसूचना में कहा गया है, नोटरी या शपथ आयुक्त के समक्ष केवल शपथ-पत्र, घोषणापत्र अथवा अन्य दस्तावेजों का सत्यापन कराया जा सकता है। यह स्वयं विवाह संपन्न कराने या विवाह प्रमाणपत्र जारी करने के लिए कानूनी रूप से अधिकृत नहीं हैं। bbox=[169, 44, 633, 98]
pwd-cell: 5860.00 bbox=[1405, 1413, 1443, 1448]
pwd-cell: डिण्डौरी bbox=[1241, 1318, 1267, 1343]
pwd-cell: 2000.00 bbox=[1443, 1378, 1484, 1413]
forest-cell: 5 bbox=[956, 1838, 985, 1870]
lead-deck-box bbox=[321, 341, 624, 461]
demand-3: प्रत्येक टेंडर में भाग लेने वाली कंपनियों, उनकी बोली, प्राप्त दरों और अंतिम चयन की प्रक्रिया को सार्वजनिक किया जाए। bbox=[1335, 445, 1513, 484]
pwd-row bbox=[1123, 1413, 1512, 1448]
pwd-cell: 2026_PHED_530851_1 bbox=[1138, 1378, 1224, 1413]
pwd-th: विवरण bbox=[1267, 1180, 1366, 1220]
pwd-cell: 5520.00 bbox=[1405, 1318, 1443, 1343]
lead-col-3 bbox=[833, 765, 1081, 1005]
jail-cell: ऑनलाईन जमा करने की अंतिम तिथि, निविदा फार्म की कीमत: हेतु 1000/- रुपये प्रति फार्म ऑनलाईन राशि 0030-600 अन्य राशियों में जमा कराना। bbox=[442, 1812, 663, 1855]
forest-title: कार्यालय वनमंडलाधिकारी पश्चिम उत्पादन वनमंडल छिन्दवाड़ा bbox=[1054, 1549, 1408, 1568]
pwd-cell: 2000.00 bbox=[1443, 1413, 1484, 1448]
jail-th: विवरण bbox=[442, 1756, 663, 1773]
jail-cell: जारी दिनांक bbox=[442, 1773, 663, 1792]
jail-row bbox=[442, 1854, 889, 1885]
pwd-th: ई निविदा क्र. bbox=[1138, 1180, 1224, 1220]
city-name: छिंदवाड़ा bbox=[1397, 86, 1452, 106]
pwd-cell: 45 bbox=[1224, 1413, 1241, 1448]
forest-cell: उक्त विलीय वर्ष के भीतर जिसमें वनमंडलाधिकारी पश्चिम उत्पादन वनमंडल छिन्दवाड़ा द्वारा निविदा आमंत्रित की गई है। अपरा दिनांक से 15 दिवस तक। bbox=[1161, 1838, 1507, 1870]
uday-col-3-text: प्रफुल्ल मिश्रा, राज बाई और करन भूरिया द्वितीय तथा समर बघेल तृतीय रहे। इतिहास में आयुषी प्रजापति द्वितीय और कविता तृतीय रहीं। पर्यावरण में नीरज प्रजापति एवं अरण्य आकाश द्वितीय और शिवानी राजक तृतीय रहीं। भूगोल में अविका पाठक द्वितीय और परवेश अंसारी तृतीय रहे। सहजवादीय विज्ञान में उर्वशी द्वितीय और पूजा यादव तृतीय रहे। bbox=[855, 1288, 1095, 1369]
pwd-cell: 2000.00 bbox=[1443, 1284, 1484, 1318]
bike-text-2: टैक्सी यूनियनों का दावा है कि भोपाल में ओला और रैपिडो जैसे प्लेटफॉर्म पर करीब 5 हजार से ज्यादा बाइक टैक्सी चल रही हैं। इनमें से बड़ी संख्या में वाहन निजी नंबर वाली बाइक की बताई जा रही है। दूसरी ओर परिवहन विभाग के अनुसार शहर में निजी बाइक्स के कमर्शियल नंबर पर पंजीकृत हैं। इन पर टैक्सी यूनियन का कहना है कि यदि बाइक कमर्शियल रजिस्टर्ड है तो दिखती क्यों नहीं है? उनकी सूची भी सार्वजनिक की जाना चाहिए। वहीं, निजी नंबर वाली कितनी बाइक्स वर्तमान में एग्रीगेटर प्लेटफॉर्म यानी ओला, उबर और रैपिडो पर टैक्सी के रूप में चल रही हैं, इसका अधिकारिक आंकड़ा विभाग के पास नहीं है। bbox=[18, 1913, 381, 2016]
pwd-sign-2: लोक स्वास्थ्य यांत्रिकी खण्ड bbox=[1433, 1467, 1512, 1477]
pwd-title-2: लोक स्वास्थ्य यांत्रिकी खण्ड, डिण्डौरी (म.प्र.) bbox=[1198, 1070, 1436, 1087]
forest-cell: निविदा शुल्क / निविदा दस्तावेज की लागत bbox=[985, 1799, 1161, 1819]
forest-cell: ऑनलाईन bbox=[1161, 1780, 1507, 1800]
pwd-th: निविदा प्रपत्र का मूल्य (रु. में) bbox=[1443, 1180, 1484, 1220]
forest-tender-ad bbox=[943, 1539, 1519, 2394]
pwd-cell: 3160.00 bbox=[1405, 1344, 1443, 1378]
forest-cell: तकनीकी प्रस्तावों को खोलने का समय bbox=[985, 1948, 1161, 1968]
pwd-cell: 2.93 bbox=[1366, 1413, 1405, 1448]
jail-ref-date: अमरवाड़ा, दिनांक 16/8/26 bbox=[814, 1624, 915, 1636]
pwd-th: पैके क्र. bbox=[1224, 1180, 1241, 1220]
pwd-cell: 2.76 bbox=[1366, 1318, 1405, 1343]
pwd-cell: " Village- Duhaniya Ryt, Block Dindori District Dindori bbox=[1267, 1344, 1366, 1378]
lead-story-box bbox=[300, 212, 1099, 1011]
demand-6: पिछले वर्षों में सरकार को शराब टेंडरों से प्राप्त वास्तविक राजस्व और संभावित प्रतिस्पर्धी बोली के आधार पर प्राप्त हो सकने वाले राजस्व के बीच अंतर का भी परीक्षण कराया जाए। bbox=[1335, 578, 1513, 632]
demands-footer: श्री पटवारी ने कहा कि यह मामला केवल राजनीतिक आरोप-प्रत्यारोप का विषय नहीं है। यदि टेंडर प्रक्रिया पूरी तरह पारदर्शी और निष्पक्ष रही है तो सरकार को सभी तथ्यों और दस्तावेजों को सार्वजनिक करने में कोई संकोच नहीं होना चाहिए। उन्होंने मुख्यमंत्री से मांग की कि वे पूरे मामले को पारदर्शिता के साथ जांच के दायरे में लाकर जांच रिपोर्ट प्रदेश की जनता के सामने सार्वजनिक की जाए। bbox=[1321, 638, 1513, 748]
forest-row bbox=[956, 1748, 1507, 1780]
jail-row bbox=[442, 1812, 889, 1855]
patwari-story bbox=[1118, 204, 1521, 1019]
pwd-cell: 2000.00 bbox=[1443, 1220, 1484, 1284]
forest-cell: धरोहर राशि bbox=[985, 1819, 1161, 1839]
forest-cell: 3,00,000/- bbox=[1161, 1890, 1507, 1910]
aiims-text: भोपाल ईएमएस। एम्स भोपाल में स्पाइनल मस्कुलर एट्रॉफी (एसएमए) जागरूकता दिवस आयोजित किया गया। इस वर्ष कार्यक्रम की थीम 'ब्रेकथ्रू बियोंड द बिगनिंग' यानी 'बदलाव की शुरुआत आपसे होती है' रही। आयोजन का उद्देश्य लोगों को इस दुर्लभ बीमारी के लक्षण, समय पर पहचान, उपलब्ध उपचार और आनुवांशिक परामर्श के महत्व के प्रति जागरूक करना था। कार्यक्रम का आयोजन एम्स भोपाल के चिकित्सा आनुवांशिकी विभाग और दुर्लभ रोगों के उत्कृष्टता केंद्र ने डॉक्टर्स फॉर यू, आस्था हेल्प डेस्क टीम तथा सहयोगी विभागों के साथ किया। विशेषज्ञों ने बीमारी के किनिक प्रबंधन, वास्तवों में एसएमए की पहचान, गर्भावस्था के दौरान प्रसवपूर्व जांच और आनुवांशिक परामर्श के बारे में जानकारी दी। दुर्लभ रोगों के उत्कृष्टता केंद्र की नोडल अधिकारी डॉ. भावना ढींगरा ने राष्ट्रीय दुर्लभ रोग कार्यक्रम में पंजीकरण, आनुवंशिक परामर्श और माँ-बाप के लिए उपलब्ध सहायता सेवाओं की जानकारी दी। उन्होंने एसएमए से संबंधित एम्स भोपाल की पहलों और दुर्लभ रोगों के प्रबंधन में चुनौतियों के बारे में बताया। पुनर्वास से जुड़े राष्ट्रीय कार्यक्रमों के साथ संरचना के सहयोग पर प्रकाश डाला। बाल रोग विभागाध्यक्ष डॉ. शिखा मलिक ने दुर्लभ रोगों के प्रति आम लोगों और स्वास्थ्यकर्मियों में जागरूकता बढ़ाने की आवश्यकता बताई। bbox=[304, 1425, 1095, 1500]
pwd-cell: 5380.00 bbox=[1405, 1284, 1443, 1318]
forest-th: विवरण bbox=[1161, 1730, 1507, 1748]
forest-small-table bbox=[1023, 1654, 1439, 1708]
pwd-cell: प्रथम आमंत्रण bbox=[1483, 1318, 1511, 1343]
jail-cell: ऑनलाईन निविदा (आवश्यक दस्तावेजों के साथ) भी भेजना। bbox=[442, 1885, 663, 1916]
pwd-cell: " Village- Mighroudi, Block Dindori District Dindori bbox=[1267, 1284, 1366, 1318]
forest-th: जानकारी bbox=[985, 1730, 1161, 1748]
pwd-sign-3: डिण्डौरी (म0प्र0) bbox=[1448, 1478, 1498, 1488]
pwd-row bbox=[1123, 1220, 1512, 1284]
pwd-body-2: निविदा में संशोधन की स्थिति में बेवसाईट पर ही संशोधन देखा जा सकेगा जिसका पृथक से समाचार पत्रों में प्रकाशन नहीं किया जावेगा। विस्तृत निविदा आमंत्रण सूचना एवं अन्य जानकारी उक्त बेवसाईट पर देखी जा सकती है। bbox=[1122, 1158, 1512, 1175]
jail-th: दिनांक एवं समय bbox=[662, 1756, 756, 1773]
jail-table bbox=[441, 1756, 889, 1948]
bike-headline: भोपाल में बाइक टैक्सी पर नहीं लगेगा ब्रेक प्राइवेट नंबर वाली बाइक पर होगी कार्रवाई bbox=[19, 1533, 380, 1583]
jail-cell: mptenders.gov.in के माध्यम से bbox=[756, 1812, 888, 1855]
jail-body: जेल मुख्यालय, म.प्र. भोपाल का पत्र क्रमांक 2956/ निविदा शाखा / 2025, दिनांक 24.12.2025 एवं अधीक्षक, केन्द्रीय जेल नरसिंहपुर का पत्र क्रमांक 6762 / निविदा शाखा / 25, दिनांक 24.12.2025 निर्देशानुसार कार्यालय अधीक्षक, सब जेल अमरवाड़ा जिला छिन्दवाड़ा जेल में परिरूद्ध बंदियों हेतु म.प्र. जेल पूर्ति नियम 1968 तथा म0प्र0 भण्डार क्रय नियम-2015 (यथा संशोधन-2022) के तहत खाद्य-दवाईयां खण्ड-2 विद्युत सामग्री एवं खण्ड-3 भवन निर्माण / मरम्मत सामग्री की संशोधित वित्तीय निविदाएँ ई-टेंडर के माध्यम से दिनांक 09.09.2026 को शाम 05:30 बजे तक www.mptenders.gov.in बेबसाईट पर ऑनलाईन आमंत्रित की गई है। आपूर्तिकर्ता संस्थाओं से निविदा निम्न में किया जाता है। निविदा कार्यक्रम विवरण निम्नानुसार है :- bbox=[415, 1676, 915, 1750]
jail-ref: क्रमांक / 1290 / निविदा / 2026 bbox=[415, 1624, 538, 1636]
forest-table bbox=[955, 1729, 1507, 2007]
pwd-cell: 43 bbox=[1224, 1344, 1241, 1378]
pwd-th: अनुमानित लागत (PAC) (रु.लाख में) bbox=[1366, 1180, 1405, 1220]
day: रविवार bbox=[65, 55, 103, 74]
forest-cell: 3 bbox=[956, 1799, 985, 1819]
pwd-row bbox=[1123, 1284, 1512, 1318]
forest-row bbox=[956, 1838, 1507, 1870]
lead-headline: मप्र में शराब कारोबार में एकाधिकार bbox=[422, 247, 977, 298]
forest-row bbox=[956, 1988, 1507, 2008]
forest-tip: टीप :- उपरोक्त मात्रा वर्ष 2026-27 में प्रस्तावित कार्यों के आधार पर अनुमानित है, जिसे आवश्यकतानुसार घटाया - बढ़ाया जा सकता है। bbox=[955, 1712, 1442, 1724]
lead-col-3-text: बढ़ाती हैं, या शराब कारोबार का लाभ कुछ चुनिंदा लोगों तक पहुंच रहा है। इसमें आबकारी विभाग के अधिकारी और सरकार के मंत्री भी शामिल हैं? शराब निर्माता कंपनियों को बार-बार उन्हें जिलों का ठेका क्यों मिलता है? यदि कंपनियां लगातार नहीं बोलकर हासिल करती हैं, जिसकी नीलामी की स्थिति में प्रतिस्पर्धा मुश्किल हो, ऐसी नीति की निष्पक्षता पर सवाल उठना स्वाभाविक है। इसकी भी जांच होनी चाहिए, आबकारी विभाग के अधिकारियों द्वारा जो नीति बनाई जाती है वह शासन और शराब उपभोक्ताओं के हितों को ध्यान में रखकर बनाई जा रही है, या ठेकेदारों के हितों को ध्यान में रखा जा रहा है। bbox=[833, 766, 1081, 907]
pwd-cell: " Village- Dhangaon, Block Dindori District Dindori bbox=[1267, 1413, 1366, 1448]
forest-cell: दिनांक 16.09.2026 समय 02:00 PM bbox=[1161, 1948, 1507, 1968]
